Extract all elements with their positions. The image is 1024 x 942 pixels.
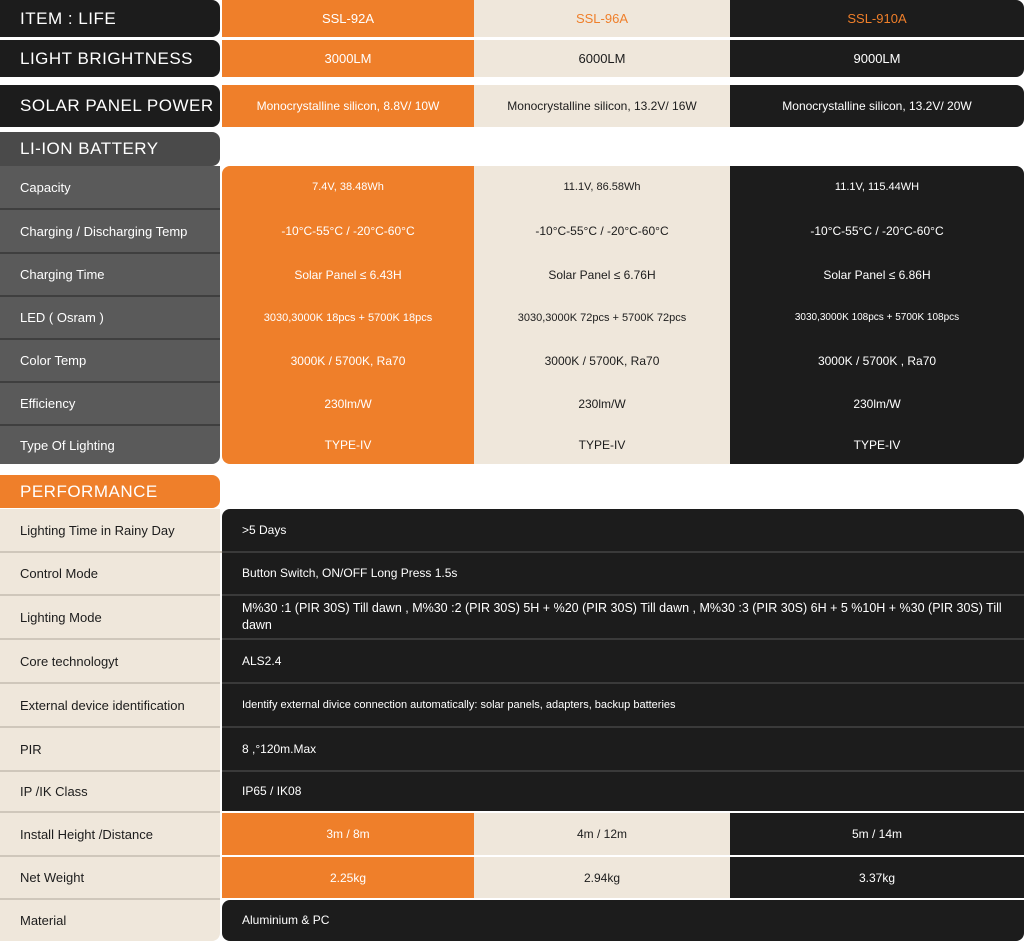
brightness-96a — [474, 40, 730, 77]
control-mode-value-text: Button Switch, ON/OFF Long Press 1.5s — [242, 566, 458, 580]
weight-910a — [730, 857, 1024, 898]
capacity-92a-text: 7.4V, 38.48Wh — [312, 181, 384, 193]
charging-time-910a-text: Solar Panel ≤ 6.86H — [823, 267, 931, 282]
material-label: Material — [20, 913, 67, 928]
temp-92a — [222, 210, 474, 252]
color-temp-96a — [474, 340, 730, 381]
lighting-type-92a — [222, 426, 474, 464]
capacity-label: Capacity — [20, 179, 71, 195]
efficiency-910a-text: 230lm/W — [853, 396, 901, 411]
capacity-910a-text: 11.1V, 115.44WH — [834, 181, 920, 193]
performance-rows — [0, 509, 1024, 941]
weight-96a — [474, 857, 730, 898]
lighting-type-92a-text: TYPE-IV — [324, 438, 372, 452]
efficiency-910a — [730, 383, 1024, 424]
weight-910a-text: 3.37kg — [858, 870, 896, 885]
rainy-day-value-text: >5 Days — [242, 522, 287, 537]
battery-row-label — [0, 210, 220, 252]
performance-row-label — [0, 813, 220, 855]
color-temp-92a-text: 3000K / 5700K, Ra70 — [290, 353, 406, 368]
solar-label — [0, 85, 220, 127]
capacity-910a — [730, 166, 1024, 208]
core-tech-label: Core technologyt — [20, 653, 119, 669]
performance-row-label — [0, 640, 220, 682]
led-92a-text: 3030,3000K 18pcs + 5700K 18pcs — [263, 311, 433, 324]
item-label-text: ITEM : LIFE — [20, 8, 117, 28]
efficiency-96a — [474, 383, 730, 424]
efficiency-92a-text: 230lm/W — [324, 396, 372, 411]
weight-label: Net Weight — [20, 870, 85, 885]
performance-row-label — [0, 900, 220, 941]
performance-row-label — [0, 509, 220, 551]
install-92a-text: 3m / 8m — [326, 827, 370, 841]
model-92a — [222, 0, 474, 37]
temp-96a-text: -10°C-55°C / -20°C-60°C — [535, 224, 669, 238]
performance-row-label — [0, 684, 220, 726]
color-temp-910a — [730, 340, 1024, 381]
temp-92a-text: -10°C-55°C / -20°C-60°C — [281, 224, 415, 238]
battery-row-label — [0, 340, 220, 381]
material-value — [222, 900, 1024, 941]
solar-96a-text: Monocrystalline silicon, 13.2V/ 16W — [507, 99, 697, 113]
capacity-96a-text: 11.1V, 86.58Wh — [563, 181, 641, 193]
pir-value — [222, 728, 1024, 770]
brightness-label — [0, 40, 220, 77]
weight-92a — [222, 857, 474, 898]
pir-value-text: 8 ,°120m.Max — [242, 741, 317, 756]
install-96a-text: 4m / 12m — [576, 827, 627, 841]
control-mode-value — [222, 553, 1024, 594]
performance-row-label — [0, 857, 220, 898]
led-910a — [730, 297, 1024, 338]
model-96a-text: SSL-96A — [575, 11, 629, 26]
solar-92a-text: Monocrystalline silicon, 8.8V/ 10W — [256, 99, 440, 113]
install-96a — [474, 813, 730, 855]
solar-label-text: SOLAR PANEL POWER — [20, 96, 214, 115]
lighting-mode-value — [222, 596, 1024, 638]
control-mode-label: Control Mode — [20, 566, 99, 581]
performance-row-label — [0, 553, 220, 594]
install-910a-text: 5m / 14m — [851, 827, 902, 841]
install-92a — [222, 813, 474, 855]
brightness-92a-text: 3000LM — [324, 51, 372, 66]
efficiency-96a-text: 230lm/W — [578, 396, 626, 411]
performance-section-label-text: PERFORMANCE — [20, 481, 158, 501]
lighting-mode-label: Lighting Mode — [20, 609, 102, 625]
efficiency-label: Efficiency — [20, 396, 76, 411]
performance-row-label — [0, 728, 220, 770]
brightness-92a — [222, 40, 474, 77]
battery-row-label — [0, 383, 220, 424]
lighting-type-96a — [474, 426, 730, 464]
charging-time-96a-text: Solar Panel ≤ 6.76H — [548, 267, 656, 282]
rainy-day-label: Lighting Time in Rainy Day — [20, 522, 175, 538]
external-device-label: External device identification — [20, 697, 185, 713]
performance-row-label — [0, 596, 220, 638]
model-96a — [474, 0, 730, 37]
battery-row-label — [0, 166, 220, 208]
temp-910a-text: -10°C-55°C / -20°C-60°C — [810, 224, 944, 238]
color-temp-96a-text: 3000K / 5700K, Ra70 — [544, 353, 660, 368]
battery-row-label — [0, 426, 220, 464]
brightness-96a-text: 6000LM — [578, 51, 626, 66]
weight-96a-text: 2.94kg — [583, 870, 621, 885]
temp-label: Charging / Discharging Temp — [20, 223, 188, 239]
led-910a-text: 3030,3000K 108pcs + 5700K 108pcs — [794, 312, 960, 323]
temp-910a — [730, 210, 1024, 252]
charging-time-910a — [730, 254, 1024, 295]
brightness-label-text: LIGHT BRIGHTNESS — [20, 48, 193, 68]
lighting-type-910a-text: TYPE-IV — [853, 438, 901, 452]
solar-910a — [730, 85, 1024, 127]
external-device-value-text: Identify external divice connection automatically: solar panels, adapters, backup batteries — [242, 698, 676, 711]
brightness-910a-text: 9000LM — [853, 51, 901, 66]
color-temp-label: Color Temp — [20, 353, 87, 368]
battery-rows — [0, 166, 1024, 464]
model-910a — [730, 0, 1024, 37]
install-label: Install Height /Distance — [20, 826, 153, 842]
color-temp-910a-text: 3000K / 5700K , Ra70 — [817, 353, 937, 368]
capacity-92a — [222, 166, 474, 208]
ip-ik-value — [222, 772, 1024, 811]
model-910a-text: SSL-910A — [847, 11, 907, 26]
brightness-910a — [730, 40, 1024, 77]
color-temp-92a — [222, 340, 474, 381]
performance-section-label — [0, 475, 220, 508]
charging-time-96a — [474, 254, 730, 295]
charging-time-label: Charging Time — [20, 267, 105, 282]
lighting-type-910a — [730, 426, 1024, 464]
battery-section-label-text: LI-ION BATTERY — [20, 139, 159, 158]
lighting-mode-value-text: M%30 :1 (PIR 30S) Till dawn , M%30 :2 (PIR 30S) 5H + %20 (PIR 30S) Till dawn , M%30 :3 (PIR 30S) 6H + 5 %10H + %30 (PIR 30S) Till dawn — [242, 601, 1002, 632]
core-tech-value — [222, 640, 1024, 682]
lighting-type-96a-text: TYPE-IV — [578, 438, 626, 452]
temp-96a — [474, 210, 730, 252]
pir-label: PIR — [20, 741, 42, 757]
material-value-text: Aluminium & PC — [242, 913, 330, 927]
install-910a — [730, 813, 1024, 855]
capacity-96a — [474, 166, 730, 208]
battery-row-label — [0, 254, 220, 295]
performance-row-label — [0, 772, 220, 811]
ip-ik-value-text: IP65 / IK08 — [242, 784, 302, 798]
solar-910a-text: Monocrystalline silicon, 13.2V/ 20W — [782, 99, 972, 113]
ip-ik-label: IP /IK Class — [20, 784, 88, 799]
external-device-value — [222, 684, 1024, 726]
item-label — [0, 0, 220, 37]
charging-time-92a — [222, 254, 474, 295]
battery-section-label — [0, 132, 220, 166]
battery-row-label — [0, 297, 220, 338]
led-96a — [474, 297, 730, 338]
led-92a — [222, 297, 474, 338]
solar-92a — [222, 85, 474, 127]
led-label: LED ( Osram ) — [20, 310, 104, 325]
solar-96a — [474, 85, 730, 127]
lighting-type-label: Type Of Lighting — [20, 437, 115, 453]
core-tech-value-text: ALS2.4 — [242, 653, 282, 668]
model-92a-text: SSL-92A — [321, 11, 375, 26]
charging-time-92a-text: Solar Panel ≤ 6.43H — [294, 267, 402, 282]
led-96a-text: 3030,3000K 72pcs + 5700K 72pcs — [517, 311, 687, 324]
efficiency-92a — [222, 383, 474, 424]
rainy-day-value — [222, 509, 1024, 551]
weight-92a-text: 2.25kg — [329, 870, 367, 885]
